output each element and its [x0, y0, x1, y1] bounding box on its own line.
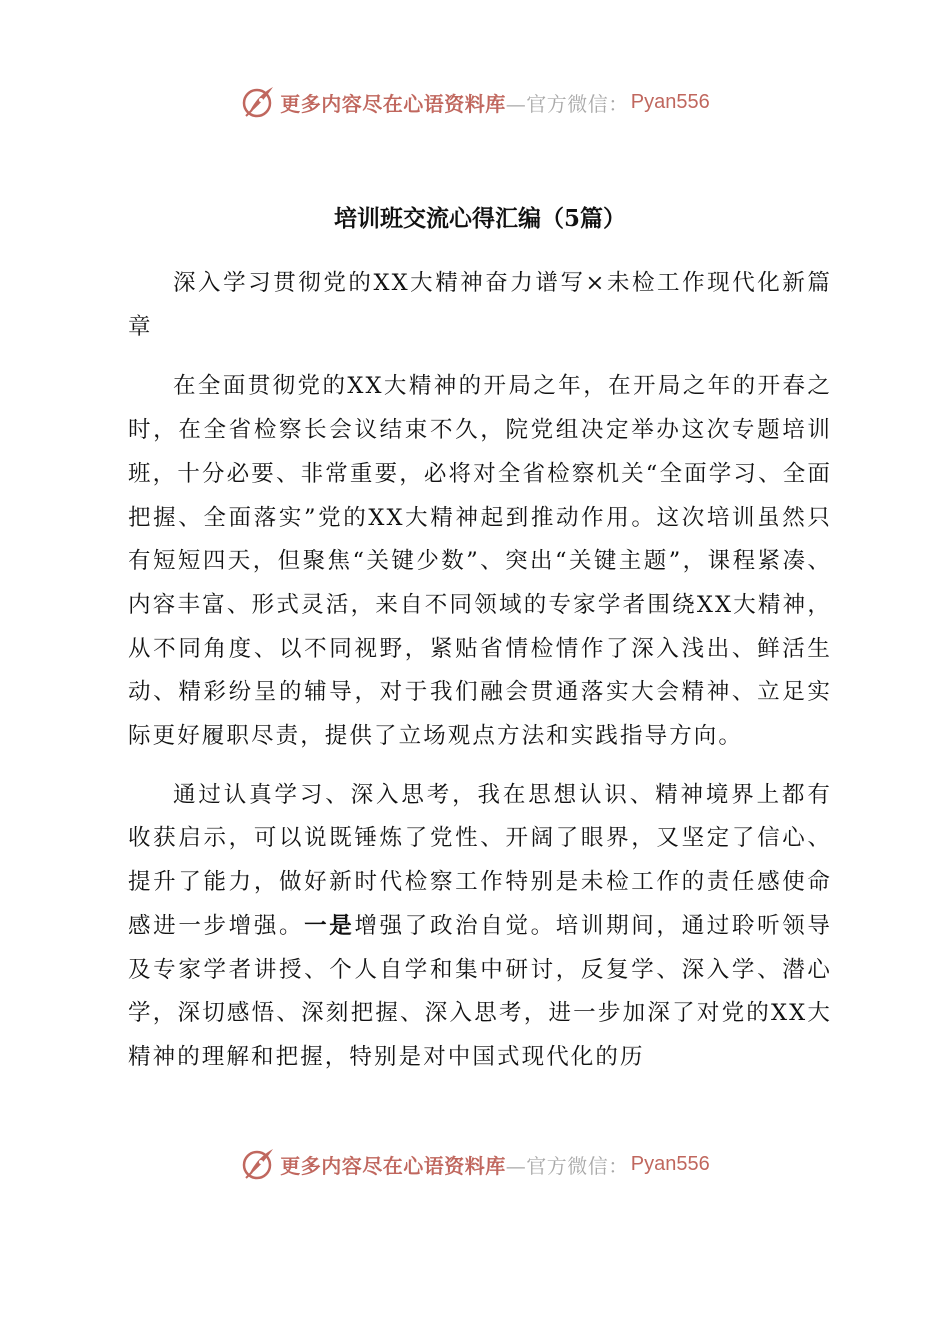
quill-pen-logo-icon — [240, 84, 276, 120]
footer-watermark — [0, 1142, 950, 1186]
watermark-wechat-id: Pyan556 — [630, 1152, 710, 1175]
paragraph-2-rest: 增强了政治自觉。培训期间，通过聆听领导及专家学者讲授、个人自学和集中研讨，反复学、深入学、潜心学，深切感悟、深刻把握、深入思考，进一步加深了对党的XX大精神的理解和把握，特别是对中国式现代化的历 — [128, 912, 832, 1070]
document-body — [128, 196, 832, 1095]
quill-pen-logo-icon — [240, 1146, 276, 1182]
paragraph-1: 在全面贯彻党的XX大精神的开局之年，在开局之年的开春之时，在全省检察长会议结束不久，院党组决定举办这次专题培训班，十分必要、非常重要，必将对全省检察机关“全面学习、全面把握、全面落实”党的XX大精神起到推动作用。这次培训虽然只有短短四天，但聚焦“关键少数”、突出“关键主题”，课程紧凑、内容丰富、形式灵活，来自不同领域的专家学者围绕XX大精神，从不同角度、以不同视野，紧贴省情检情作了深入浅出、鲜活生动、精彩纷呈的辅导，对于我们融会贯通落实大会精神、立足实际更好履职尽责，提供了立场观点方法和实践指导方向。 — [128, 373, 832, 750]
article-subtitle: 深入学习贯彻党的XX大精神奋力谱写×未检工作现代化新篇章 — [128, 270, 832, 340]
watermark-wechat-id: Pyan556 — [630, 90, 710, 113]
document-title: 培训班交流心得汇编（5篇） — [333, 205, 626, 232]
watermark-library-text: 更多内容尽在心语资料库 — [280, 91, 506, 116]
watermark-separator-text: —官方微信： — [505, 1153, 629, 1178]
watermark-separator-text: —官方微信： — [505, 91, 629, 116]
paragraph-2 — [128, 774, 832, 1080]
paragraph-2-intro: 通过认真学习、深入思考，我在思想认识、精神境界上都有收获启示，可以说既锤炼了党性、开阔了眼界，又坚定了信心、提升了能力，做好新时代检察工作特别是未检工作的责任感使命感进一步增强。 — [128, 781, 832, 939]
paragraph-2-lead: 一是 — [304, 912, 355, 939]
watermark-library-text: 更多内容尽在心语资料库 — [280, 1153, 506, 1178]
header-watermark — [0, 80, 950, 124]
